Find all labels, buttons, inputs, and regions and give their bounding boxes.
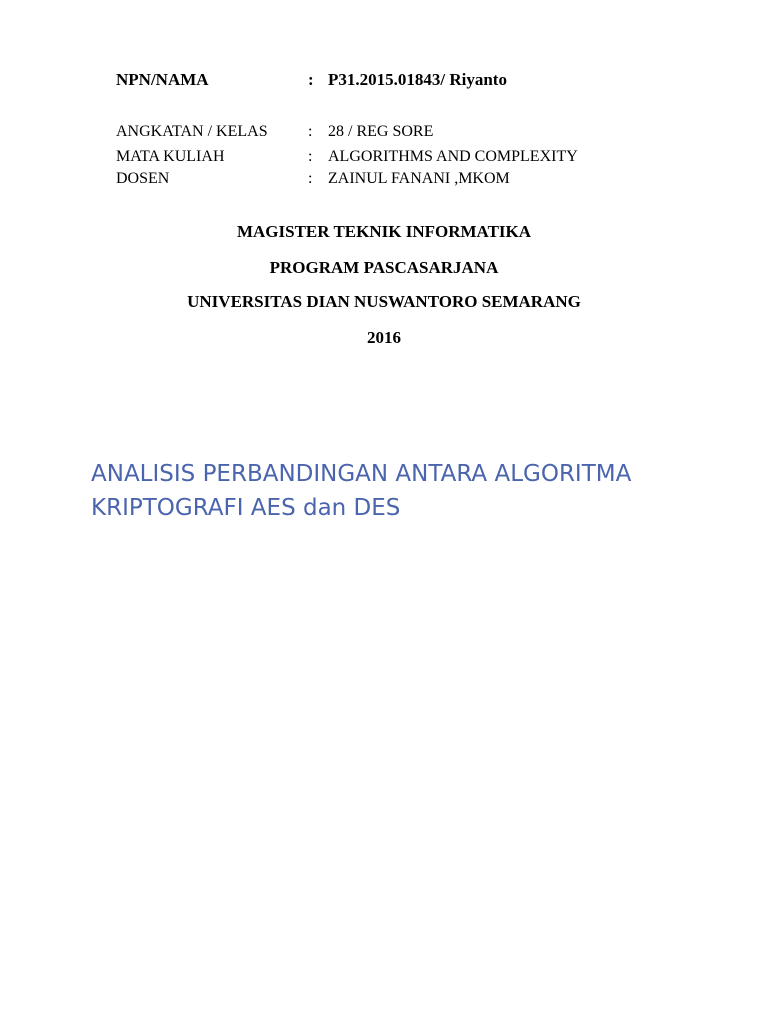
field-value: P31.2015.01843/ Riyanto xyxy=(328,70,507,89)
field-separator: : xyxy=(308,148,313,165)
field-separator: : xyxy=(308,170,313,187)
field-dosen xyxy=(0,170,768,194)
program-name: MAGISTER TEKNIK INFORMATIKA xyxy=(236,222,532,241)
field-mata-kuliah xyxy=(0,148,768,172)
program-level: PROGRAM PASCASARJANA xyxy=(269,258,499,277)
field-label: DOSEN xyxy=(116,170,170,187)
field-separator: : xyxy=(308,70,314,89)
field-value: ZAINUL FANANI ,MKOM xyxy=(328,170,510,187)
title-line-2: KRIPTOGRAFI AES dan DES xyxy=(91,495,401,521)
university-name: UNIVERSITAS DIAN NUSWANTORO SEMARANG xyxy=(187,292,581,311)
field-value: 28 / REG SORE xyxy=(328,123,434,140)
field-label: NPN/NAMA xyxy=(116,70,209,89)
field-angkatan-kelas xyxy=(0,123,768,147)
field-label: ANGKATAN / KELAS xyxy=(116,123,268,140)
field-separator: : xyxy=(308,123,313,140)
field-npn-nama xyxy=(0,70,768,94)
document-title xyxy=(91,457,751,525)
field-value: ALGORITHMS AND COMPLEXITY xyxy=(328,148,578,165)
title-line-1: ANALISIS PERBANDINGAN ANTARA ALGORITMA xyxy=(91,461,632,487)
year: 2016 xyxy=(367,328,401,347)
field-label: MATA KULIAH xyxy=(116,148,225,165)
